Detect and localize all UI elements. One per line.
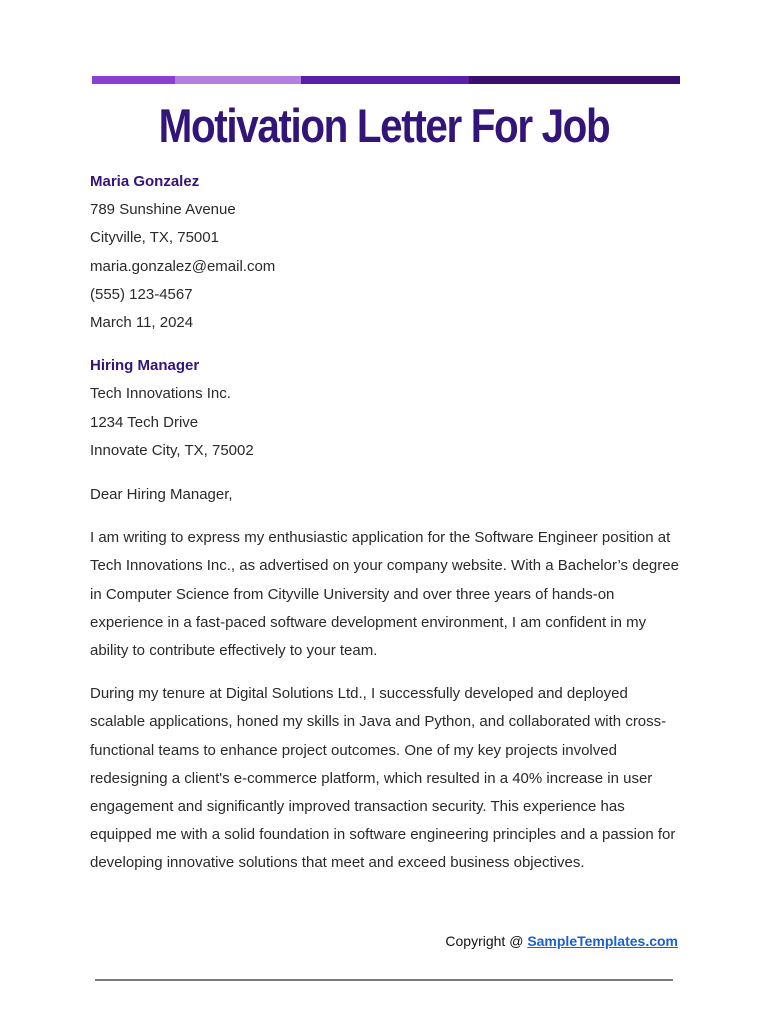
recipient-city: Innovate City, TX, 75002 [90, 441, 254, 459]
recipient-street: 1234 Tech Drive [90, 413, 199, 431]
sender-email: maria.gonzalez@email.com [90, 257, 276, 275]
sender-name: Maria Gonzalez [90, 173, 200, 190]
color-bar-segment-2 [175, 76, 301, 84]
salutation: Dear Hiring Manager, [90, 486, 233, 504]
copyright-text: Copyright @ [445, 933, 528, 949]
footer-divider [95, 979, 673, 981]
header-color-bar [92, 76, 680, 84]
recipient-block [90, 352, 684, 465]
letter-date: March 11, 2024 [90, 314, 194, 332]
copyright-footer [445, 933, 678, 949]
sender-block [90, 168, 684, 337]
page-title: Motivation Letter For Job [158, 99, 610, 152]
sender-city: Cityville, TX, 75001 [90, 229, 219, 247]
recipient-name: Hiring Manager [90, 357, 200, 375]
sampletemplates-link[interactable]: SampleTemplates.com [527, 933, 678, 949]
recipient-company: Tech Innovations Inc. [90, 385, 231, 403]
body-paragraph-1: I am writing to express my enthusiastic application for the Software Engineer position at Tech Innovations Inc., as advertised on your company website. With a Bachelor’s degree in Computer Science from Cityville University and over three years of hands-on experience in a fast-paced software development environment, I am confident in my ability to contribute effectively to your team. [90, 529, 679, 660]
letter-body [90, 168, 684, 893]
color-bar-segment-4 [469, 76, 680, 84]
sender-phone: (555) 123-4567 [90, 285, 193, 303]
color-bar-segment-3 [301, 76, 469, 84]
sender-street: 789 Sunshine Avenue [90, 201, 236, 219]
body-paragraph-2: During my tenure at Digital Solutions Ltd., I successfully developed and deployed scalable applications, honed my skills in Java and Python, and collaborated with cross-functional teams to enhance project outcomes. One of my key projects involved redesigning a client's e-commerce platform, which resulted in a 40% increase in user engagement and significantly improved transaction security. This experience has equipped me with a solid foundation in software engineering principles and a passion for developing innovative solutions that meet and exceed business objectives. [90, 685, 676, 872]
color-bar-segment-1 [92, 76, 175, 84]
